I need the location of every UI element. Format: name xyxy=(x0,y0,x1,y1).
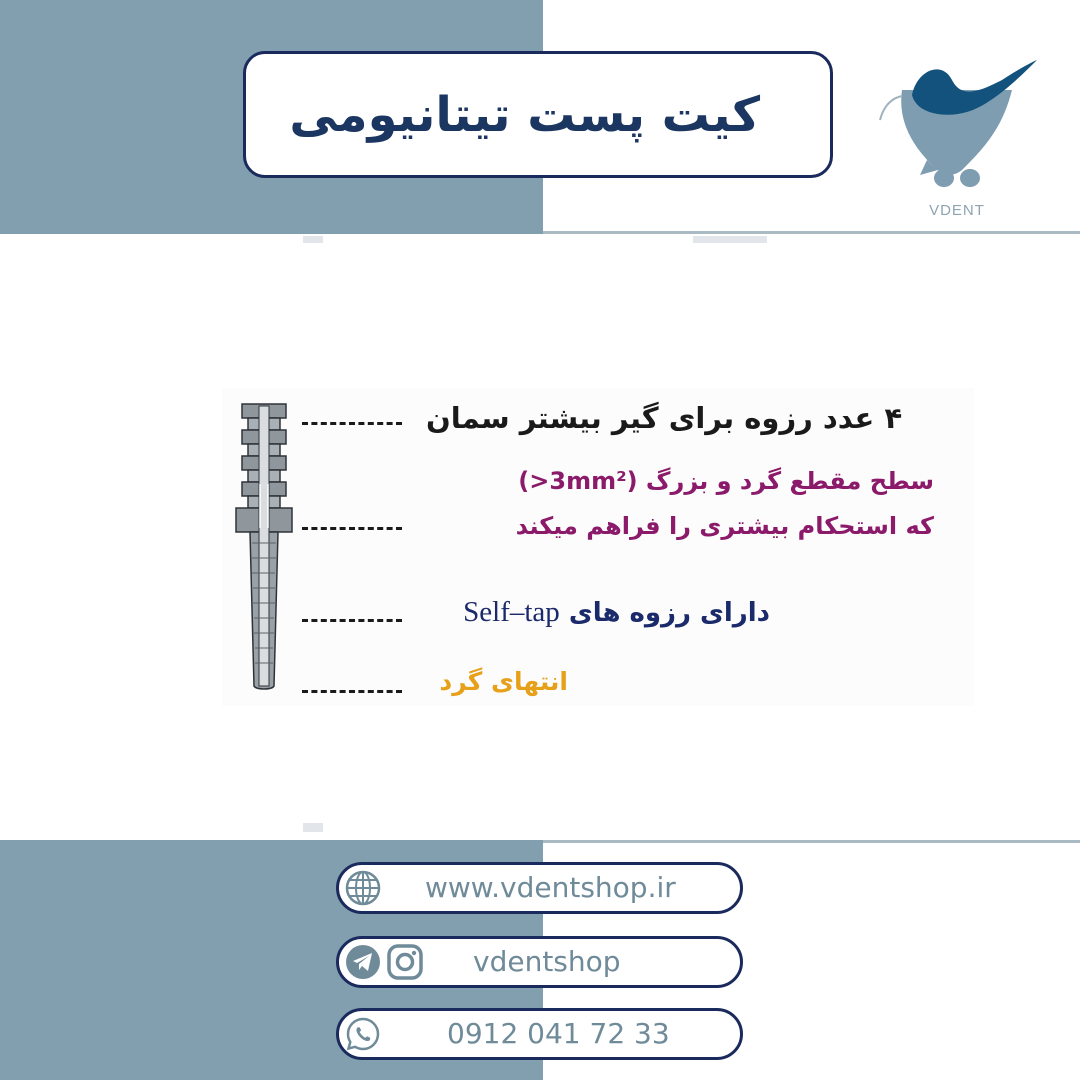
website-link[interactable]: www.vdentshop.ir xyxy=(425,871,676,904)
divider-tick xyxy=(303,236,323,243)
pointer-self-tap xyxy=(302,619,402,622)
pointer-round-end xyxy=(302,690,402,693)
phone-number[interactable]: 0912 041 72 33 xyxy=(447,1017,670,1050)
feature-threads: ۴ عدد رزوه برای گیر بیشتر سمان xyxy=(426,401,903,435)
pointer-threads xyxy=(302,422,402,425)
feature-self-tap xyxy=(424,596,770,629)
tooth-cart-logo xyxy=(872,50,1042,225)
phone-pill[interactable] xyxy=(336,1008,743,1060)
instagram-icon xyxy=(387,944,423,980)
whatsapp-icon xyxy=(345,1016,381,1052)
feature-diagram xyxy=(222,388,974,706)
title-banner xyxy=(243,51,833,178)
divider-tick xyxy=(303,823,323,832)
divider-tick xyxy=(693,236,767,243)
feature-self-tap-label: دارای رزوه های xyxy=(568,598,770,628)
titanium-post-illustration xyxy=(234,398,294,693)
footer-divider xyxy=(543,840,1080,843)
feature-cross-section-strength: که استحکام بیشتری را فراهم میکند xyxy=(515,512,934,540)
globe-icon xyxy=(345,870,381,906)
header-divider xyxy=(543,231,1080,234)
self-tap-term: Self–tap xyxy=(463,596,560,628)
brand-name: VDENT xyxy=(929,202,985,219)
website-pill[interactable] xyxy=(336,862,743,914)
feature-round-end: انتهای گرد xyxy=(439,667,568,696)
social-handle[interactable]: vdentshop xyxy=(473,945,621,978)
telegram-icon xyxy=(345,944,381,980)
pointer-cross-section xyxy=(302,527,402,530)
page-title: کیت پست تیتانیومی xyxy=(289,86,760,143)
social-pill[interactable] xyxy=(336,936,743,988)
feature-cross-section: سطح مقطع گرد و بزرگ (3mm²<) xyxy=(518,467,934,495)
